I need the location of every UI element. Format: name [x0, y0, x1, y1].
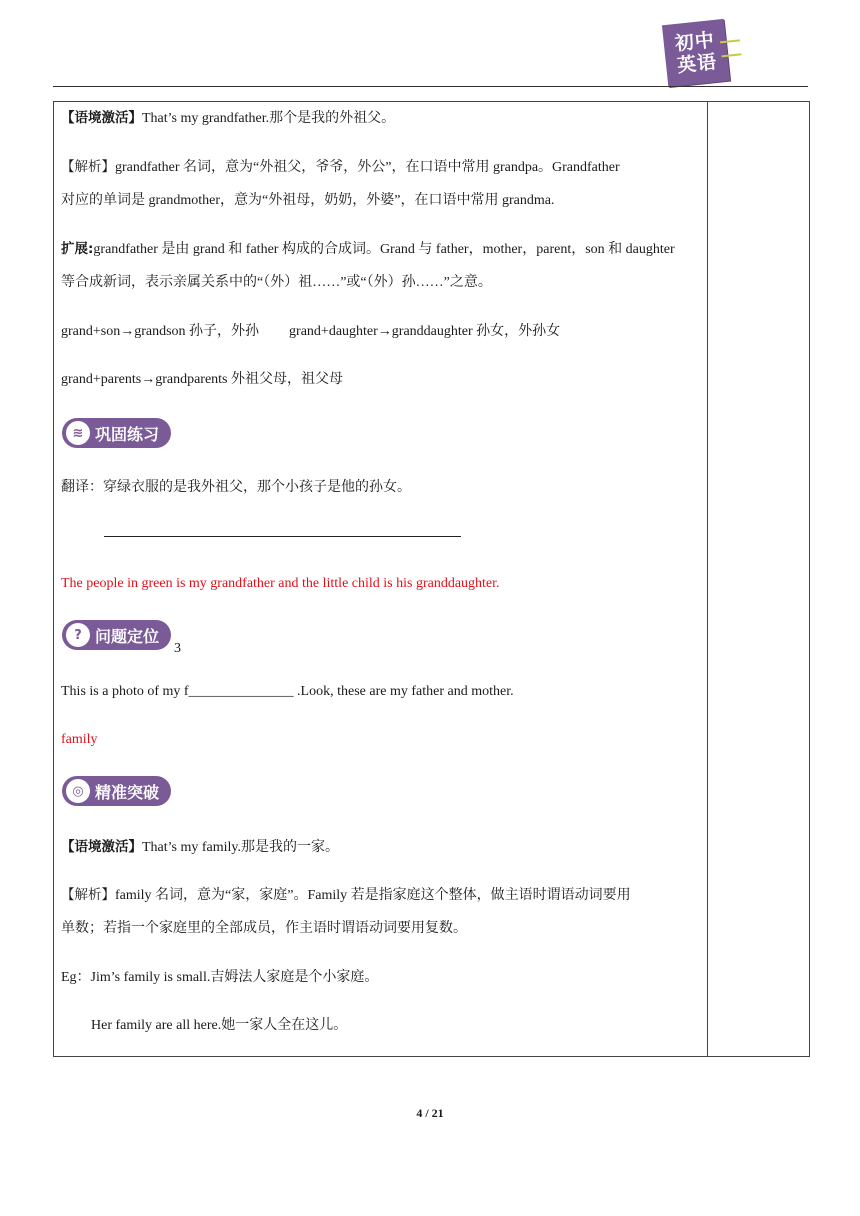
table-column-divider	[707, 101, 708, 1057]
practice-prompt	[61, 471, 701, 504]
practice-badge-label: 巩固练习	[95, 424, 160, 444]
compound-example: grand+parents→grandparents 外祖父母，祖父母	[61, 372, 344, 387]
analysis-tag: 【解析】	[61, 887, 115, 903]
compound-example-row-2	[61, 363, 701, 396]
expand-tag: 扩展:	[61, 241, 94, 257]
analysis-paragraph-2	[61, 879, 701, 945]
expand-line: grandfather 是由 grand 和 father 构成的合成词。Grand 与 father，mother，parent，son 和 daughter	[93, 242, 675, 257]
context-tag: 【语境激活】	[61, 839, 142, 855]
logo-line1: 初中	[673, 29, 716, 56]
answer-blank-line	[104, 536, 461, 537]
practice-answer-text: The people in green is my grandfather and the little child is his granddaughter.	[61, 576, 500, 591]
target-icon: ◎	[66, 779, 90, 803]
compound-example: grand+daughter→granddaughter 孙女，外孙女	[289, 324, 561, 339]
context-tag: 【语境激活】	[61, 110, 142, 126]
expand-paragraph	[61, 233, 701, 299]
compound-examples-row	[61, 315, 701, 348]
analysis-line: 对应的单词是 grandmother，意为“外祖母，奶奶，外婆”，在口语中常用 grandma.	[61, 193, 555, 208]
header-rule	[53, 86, 808, 87]
context-paragraph-2	[61, 831, 701, 864]
question-sentence	[61, 675, 701, 708]
practice-badge	[62, 418, 171, 448]
page-number: 4 / 21	[416, 1106, 444, 1120]
analysis-line: family 名词，意为“家，家庭”。Family 若是指家庭这个整体，做主语时谓语动词要用	[115, 888, 631, 903]
logo-stripes	[720, 39, 742, 57]
question-number: 3	[174, 641, 181, 656]
locate-badge-label: 问题定位	[95, 626, 160, 646]
context-paragraph-1	[61, 102, 701, 135]
analysis-line: grandfather 名词，意为“外祖父，爷爷，外公”，在口语中常用 grandpa。Grandfather	[115, 160, 620, 175]
analysis-tag: 【解析】	[61, 159, 115, 175]
practice-answer	[61, 567, 701, 600]
compound-example: grand+son→grandson 孙子，外孙	[61, 324, 260, 339]
example-sentence-2	[61, 1009, 731, 1042]
practice-prompt-text: 翻译：穿绿衣服的是我外祖父，那个小孩子是他的孙女。	[61, 480, 411, 495]
example-sentence-text: Her family are all here.她一家人全在这儿。	[91, 1018, 348, 1033]
breakthrough-badge	[62, 776, 171, 806]
question-answer-text: family	[61, 732, 98, 747]
question-sentence-text: This is a photo of my f_______________ .Look, these are my father and mother.	[61, 684, 514, 699]
analysis-paragraph-1	[61, 151, 701, 217]
question-answer	[61, 723, 701, 756]
example-sentence-1	[61, 961, 701, 994]
logo-line2: 英语	[676, 50, 719, 77]
analysis-line: 单数；若指一个家庭里的全部成员，作主语时谓语动词要用复数。	[61, 921, 467, 936]
question-mark-icon: ?	[66, 623, 90, 647]
logo	[662, 19, 730, 87]
context-text: That’s my family.那是我的一家。	[142, 840, 340, 855]
locate-badge	[62, 620, 171, 650]
example-sentence-text: Eg：Jim’s family is small.吉姆法人家庭是个小家庭。	[61, 970, 379, 985]
expand-line: 等合成新词，表示亲属关系中的“（外）祖……”或“（外）孙……”之意。	[61, 275, 492, 290]
context-text: That’s my grandfather.那个是我的外祖父。	[142, 111, 396, 126]
layers-icon: ≋	[66, 421, 90, 445]
breakthrough-badge-label: 精准突破	[95, 782, 160, 802]
